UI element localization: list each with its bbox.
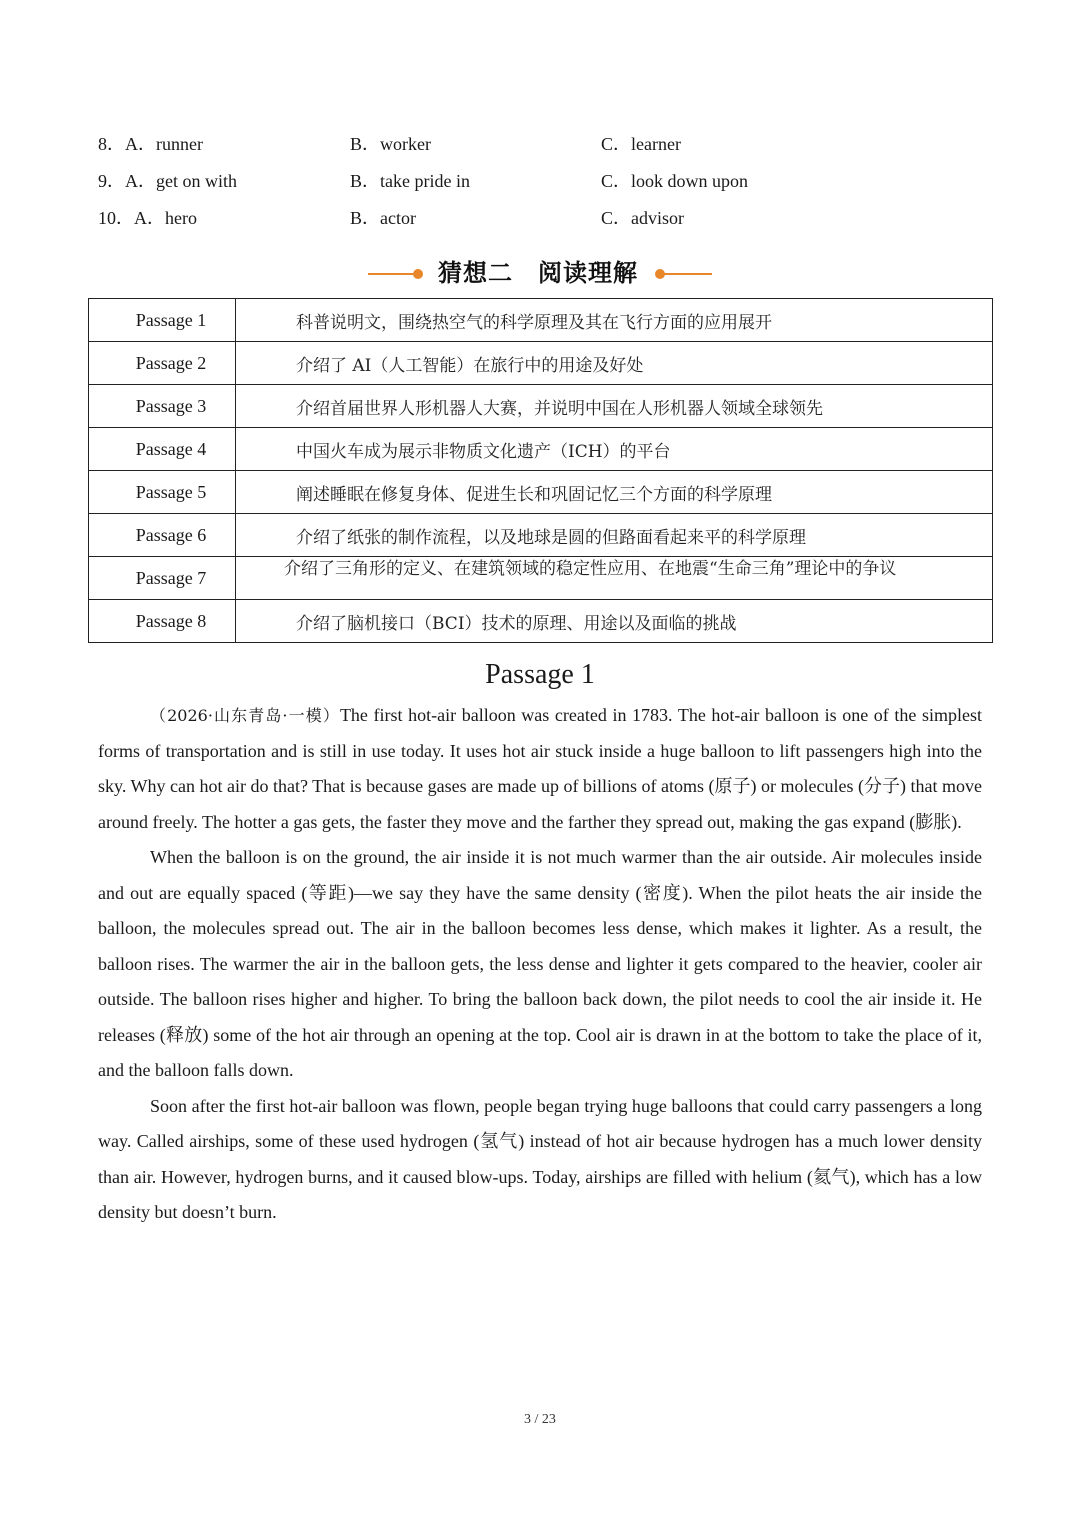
paragraph-text: The first hot-air balloon was created in 1783. The hot-air balloon is one of the simplest forms of transportation and is still in use today. It uses hot air stuck inside a huge balloon to lift passengers high into the sky. Why can hot air do that? That is because gases are made up of billions of atoms (原子) or molecules (分子) that move around freely. The hotter a gas gets, the faster they move and the farther they spread out, making the gas expand (膨胀).: [98, 705, 982, 832]
section-heading: [0, 254, 1080, 292]
passage-label: Passage 4: [89, 428, 236, 471]
passage-label: Passage 2: [89, 342, 236, 385]
passage-label: Passage 6: [89, 514, 236, 557]
passage-title: Passage 1: [485, 659, 595, 690]
passage-description: 科普说明文，围绕热空气的科学原理及其在飞行方面的应用展开: [236, 299, 993, 342]
choice-row-10: [98, 202, 988, 239]
passage-description: 介绍了纸张的制作流程，以及地球是圆的但路面看起来平的科学原理: [236, 514, 993, 557]
passage-description: 介绍了 AI（人工智能）在旅行中的用途及好处: [236, 342, 993, 385]
table-row: [89, 428, 993, 471]
passage-paragraph: When the balloon is on the ground, the air inside it is not much warmer than the air outside. Air molecules inside and out are equally spaced (等距)—we say they have the same density (密度). When the pilot heats the air inside the balloon, the molecules spread out. The air in the balloon becomes less dense, which makes it lighter. As a result, the balloon rises. The warmer the air in the balloon gets, the less dense and lighter it gets compared to the heavier, cooler air outside. The balloon rises higher and higher. To bring the balloon back down, the pilot needs to cool the air inside it. He releases (释放) some of the hot air through an opening at the top. Cool air is drawn in at the bottom to take the place of it, and the balloon falls down.: [98, 847, 982, 1080]
passage-source: （2026·山东青岛·一模）: [150, 706, 340, 725]
heading-dot-left: [413, 269, 423, 279]
choice-10-a: 10．A．hero: [98, 208, 197, 228]
choice-8-b: B．worker: [350, 134, 431, 154]
heading-rule-right: [662, 273, 712, 275]
choice-row-9: [98, 165, 988, 202]
table-row: [89, 557, 993, 600]
passage-description: 介绍了脑机接口（BCI）技术的原理、用途以及面临的挑战: [236, 600, 993, 643]
passage-label: Passage 1: [89, 299, 236, 342]
table-row: [89, 342, 993, 385]
table-row: [89, 600, 993, 643]
choice-9-c: C．look down upon: [601, 171, 749, 191]
passage-description: 介绍首届世界人形机器人大赛，并说明中国在人形机器人领域全球领先: [236, 385, 993, 428]
choice-10-c: C．advisor: [601, 208, 684, 228]
passage-label: Passage 5: [89, 471, 236, 514]
table-row: [89, 385, 993, 428]
choice-row-8: [98, 128, 988, 165]
choice-9-b: B．take pride in: [350, 171, 470, 191]
table-row: [89, 299, 993, 342]
passage-label: Passage 3: [89, 385, 236, 428]
table-row: [89, 471, 993, 514]
choice-10-b: B．actor: [350, 208, 416, 228]
passage-body: [98, 698, 982, 1231]
passage-paragraph: [98, 698, 982, 840]
passage-paragraph: Soon after the first hot-air balloon was flown, people began trying huge balloons that could carry passengers a long way. Called airships, some of these used hydrogen (氢气) instead of hot air because hydrogen has a much lower density than air. However, hydrogen burns, and it caused blow-ups. Today, airships are filled with helium (氦气), which has a low density but doesn’t burn.: [98, 1095, 982, 1222]
table-row: [89, 514, 993, 557]
passage-label: Passage 8: [89, 600, 236, 643]
choice-8-c: C．learner: [601, 134, 681, 154]
section-title: 猜想二 阅读理解: [438, 259, 638, 287]
passage-description: 中国火车成为展示非物质文化遗产（ICH）的平台: [236, 428, 993, 471]
passage-summary-table: [88, 298, 993, 643]
choice-8-a: 8．A．runner: [98, 134, 203, 154]
passage-label: Passage 7: [89, 557, 236, 600]
choice-9-a: 9．A．get on with: [98, 171, 237, 191]
passage-description: 阐述睡眠在修复身体、促进生长和巩固记忆三个方面的科学原理: [236, 471, 993, 514]
answer-choices: [98, 128, 988, 239]
page-number: 3 / 23: [524, 1412, 556, 1427]
passage-description: 介绍了三角形的定义、在建筑领域的稳定性应用、在地震“生命三角”理论中的争议: [236, 557, 993, 600]
heading-rule-left: [368, 273, 416, 275]
